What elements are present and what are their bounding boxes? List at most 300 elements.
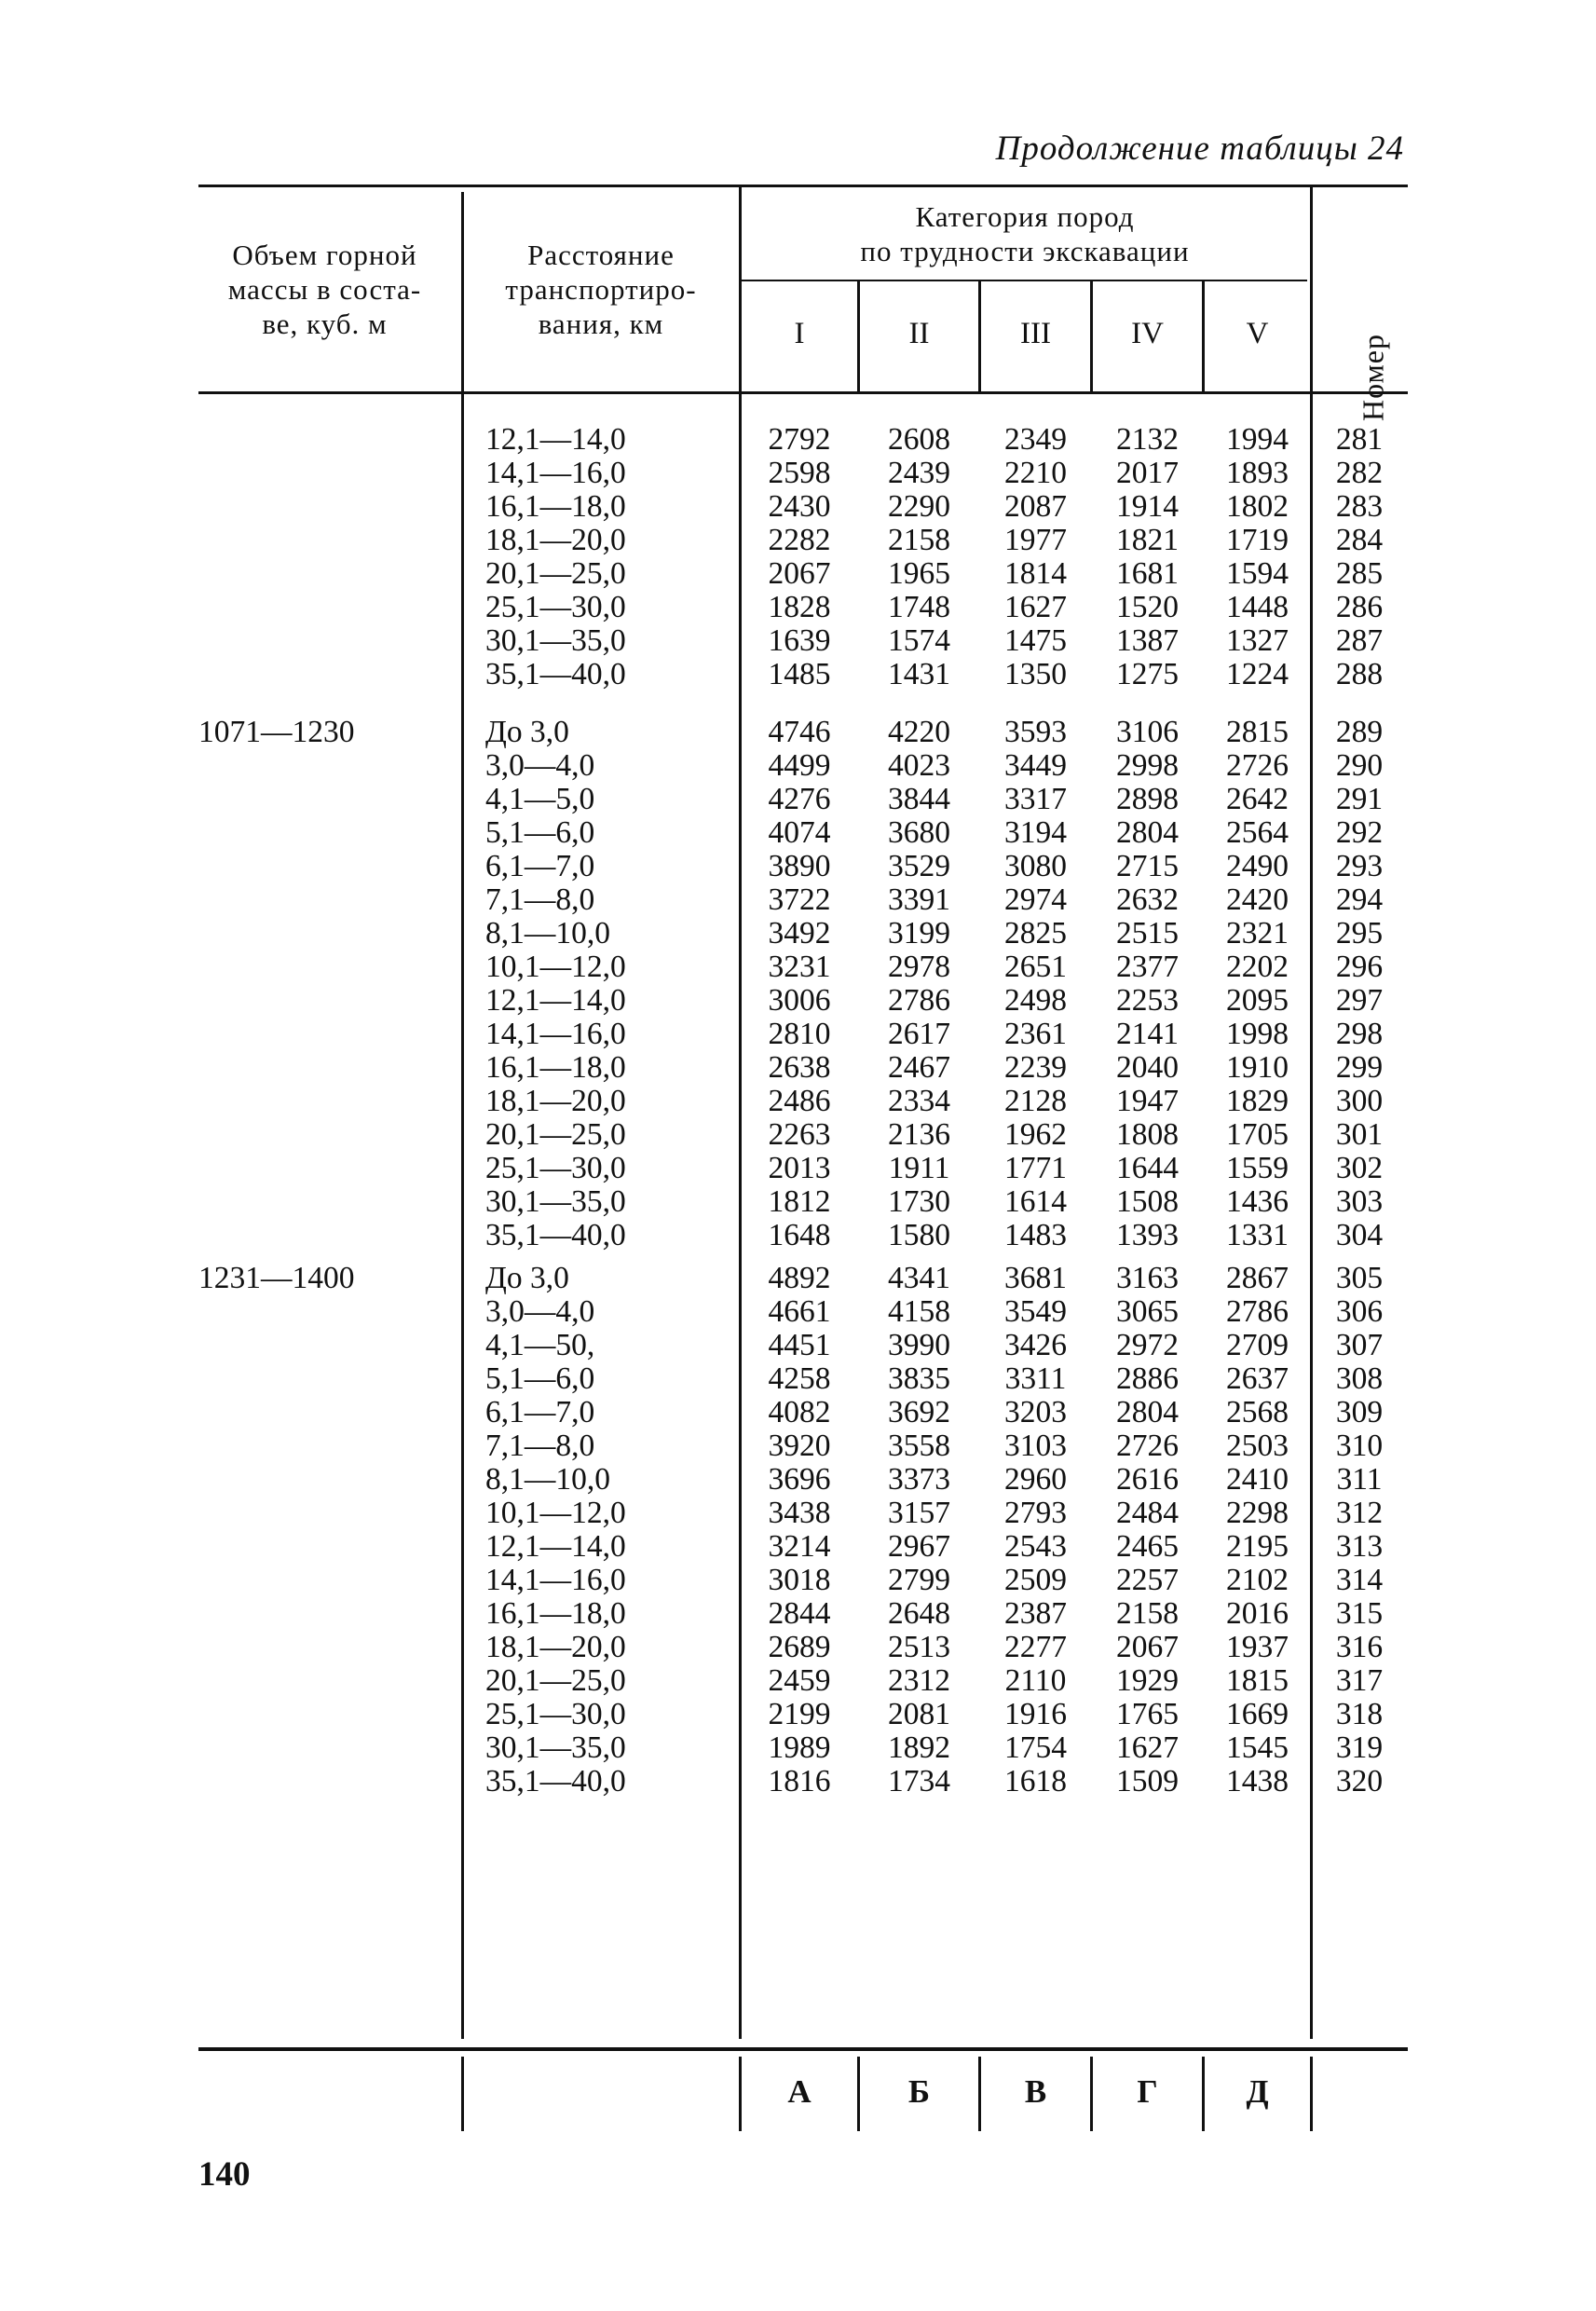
table-top-rule (198, 185, 1408, 187)
distance-cell: 16,1—18,0 (485, 1050, 626, 1085)
value-cell: 3549 (1004, 1294, 1067, 1329)
value-cell: 1669 (1226, 1697, 1289, 1731)
value-cell: 2651 (1004, 950, 1067, 984)
value-cell: 1916 (1004, 1697, 1067, 1731)
value-cell: 2490 (1226, 849, 1289, 883)
distance-cell: 7,1—8,0 (485, 1429, 595, 1463)
page-number: 140 (198, 2155, 251, 2194)
group-2-cat-V (1205, 1262, 1310, 1798)
value-cell: 3065 (1116, 1294, 1179, 1329)
group-2-cat-I (742, 1262, 857, 1798)
row-number: 313 (1335, 1529, 1384, 1564)
value-cell: 1580 (888, 1218, 950, 1252)
value-cell: 3681 (1004, 1261, 1067, 1295)
distance-cell: 35,1—40,0 (485, 1764, 626, 1798)
header-category-line: по трудности экскавации (860, 235, 1190, 267)
value-cell: 2277 (1004, 1630, 1067, 1664)
value-cell: 2410 (1226, 1462, 1289, 1497)
value-cell: 2195 (1226, 1529, 1289, 1564)
value-cell: 1436 (1226, 1184, 1289, 1219)
distance-cell: 3,0—4,0 (485, 748, 595, 783)
value-cell: 2158 (888, 523, 950, 557)
group-2-cat-III (981, 1262, 1090, 1798)
value-cell: 2715 (1116, 849, 1179, 883)
value-cell: 2886 (1116, 1361, 1179, 1396)
row-number: 295 (1335, 916, 1384, 950)
row-number: 318 (1335, 1697, 1384, 1731)
value-cell: 1508 (1116, 1184, 1179, 1219)
value-cell: 2898 (1116, 782, 1179, 816)
value-cell: 2349 (1004, 422, 1067, 457)
value-cell: 2298 (1226, 1496, 1289, 1530)
value-cell: 1893 (1226, 456, 1289, 490)
value-cell: 4892 (768, 1261, 831, 1295)
row-number: 294 (1335, 882, 1384, 917)
row-number: 309 (1335, 1395, 1384, 1429)
group-2-cat-IV (1093, 1262, 1202, 1798)
group-0-cat-I (742, 423, 857, 691)
header-cat-I: I (794, 317, 805, 350)
value-cell: 1748 (888, 590, 950, 624)
value-cell: 1947 (1116, 1084, 1179, 1118)
group-1-cat-V (1205, 716, 1310, 1252)
value-cell: 2509 (1004, 1563, 1067, 1597)
value-cell: 1594 (1226, 556, 1289, 591)
value-cell: 1509 (1116, 1764, 1179, 1798)
value-cell: 2638 (768, 1050, 831, 1085)
value-cell: 3680 (888, 815, 950, 850)
category-header-rule (741, 280, 1307, 281)
value-cell: 1989 (768, 1730, 831, 1765)
value-cell: 3103 (1004, 1429, 1067, 1463)
value-cell: 3890 (768, 849, 831, 883)
value-cell: 1914 (1116, 489, 1179, 524)
value-cell: 2141 (1116, 1017, 1179, 1051)
value-cell: 2793 (1004, 1496, 1067, 1530)
value-cell: 2199 (768, 1697, 831, 1731)
group-1-cat-I (742, 716, 857, 1252)
distance-cell: 10,1—12,0 (485, 950, 626, 984)
value-cell: 2263 (768, 1117, 831, 1152)
value-cell: 2786 (888, 983, 950, 1018)
footer-divider-0 (461, 2057, 464, 2131)
footer-rule (198, 2047, 1408, 2051)
value-cell: 2013 (768, 1151, 831, 1185)
value-cell: 2239 (1004, 1050, 1067, 1085)
row-number: 293 (1335, 849, 1384, 883)
value-cell: 1815 (1226, 1663, 1289, 1698)
distance-cell: 20,1—25,0 (485, 1663, 626, 1698)
value-cell: 1816 (768, 1764, 831, 1798)
value-cell: 3722 (768, 882, 831, 917)
value-cell: 3006 (768, 983, 831, 1018)
value-cell: 1327 (1226, 623, 1289, 658)
group-1-cat-II (860, 716, 978, 1252)
row-number: 289 (1335, 715, 1384, 749)
value-cell: 2467 (888, 1050, 950, 1085)
distance-cell: 20,1—25,0 (485, 556, 626, 591)
footer-letter-V: В (1024, 2073, 1047, 2110)
group-1-cat-III (981, 716, 1090, 1252)
value-cell: 1331 (1226, 1218, 1289, 1252)
value-cell: 1520 (1116, 590, 1179, 624)
group-2-numbers (1313, 1262, 1406, 1798)
distance-cell: 35,1—40,0 (485, 657, 626, 691)
value-cell: 2543 (1004, 1529, 1067, 1564)
value-cell: 1485 (768, 657, 831, 691)
value-cell: 2282 (768, 523, 831, 557)
value-cell: 3593 (1004, 715, 1067, 749)
value-cell: 1892 (888, 1730, 950, 1765)
value-cell: 2867 (1226, 1261, 1289, 1295)
value-cell: 2815 (1226, 715, 1289, 749)
row-number: 300 (1335, 1084, 1384, 1118)
row-number: 281 (1335, 422, 1384, 457)
value-cell: 1438 (1226, 1764, 1289, 1798)
footer-letter-D: Д (1246, 2073, 1269, 2110)
value-cell: 1475 (1004, 623, 1067, 658)
value-cell: 2439 (888, 456, 950, 490)
table-continuation-caption: Продолжение таблицы 24 (995, 130, 1404, 168)
row-number: 308 (1335, 1361, 1384, 1396)
value-cell: 2257 (1116, 1563, 1179, 1597)
value-cell: 1765 (1116, 1697, 1179, 1731)
value-cell: 2972 (1116, 1328, 1179, 1362)
row-number: 312 (1335, 1496, 1384, 1530)
row-number: 301 (1335, 1117, 1384, 1152)
group-1-cat-IV (1093, 716, 1202, 1252)
value-cell: 1929 (1116, 1663, 1179, 1698)
value-cell: 2960 (1004, 1462, 1067, 1497)
row-number: 304 (1335, 1218, 1384, 1252)
value-cell: 3199 (888, 916, 950, 950)
value-cell: 2387 (1004, 1596, 1067, 1631)
value-cell: 1644 (1116, 1151, 1179, 1185)
distance-cell: 8,1—10,0 (485, 1462, 610, 1497)
value-cell: 2158 (1116, 1596, 1179, 1631)
value-cell: 2377 (1116, 950, 1179, 984)
value-cell: 1618 (1004, 1764, 1067, 1798)
distance-cell: 18,1—20,0 (485, 1084, 626, 1118)
distance-cell: 4,1—50, (485, 1328, 595, 1362)
value-cell: 2513 (888, 1630, 950, 1664)
header-cat-IV: IV (1131, 317, 1164, 350)
value-cell: 1821 (1116, 523, 1179, 557)
value-cell: 1705 (1226, 1117, 1289, 1152)
group-2-distances (485, 1262, 626, 1798)
value-cell: 1808 (1116, 1117, 1179, 1152)
group-2-cat-II (860, 1262, 978, 1798)
distance-cell: 14,1—16,0 (485, 1017, 626, 1051)
value-cell: 3018 (768, 1563, 831, 1597)
value-cell: 2726 (1116, 1429, 1179, 1463)
value-cell: 2844 (768, 1596, 831, 1631)
value-cell: 2568 (1226, 1395, 1289, 1429)
value-cell: 1828 (768, 590, 831, 624)
header-cat-V: V (1246, 317, 1269, 350)
group-0-cat-V (1205, 423, 1310, 691)
value-cell: 2810 (768, 1017, 831, 1051)
value-cell: 4341 (888, 1261, 950, 1295)
value-cell: 3157 (888, 1496, 950, 1530)
value-cell: 4746 (768, 715, 831, 749)
value-cell: 4451 (768, 1328, 831, 1362)
distance-cell: 14,1—16,0 (485, 456, 626, 490)
value-cell: 1977 (1004, 523, 1067, 557)
value-cell: 2321 (1226, 916, 1289, 950)
distance-cell: 30,1—35,0 (485, 1730, 626, 1765)
group-0-cat-IV (1093, 423, 1202, 691)
value-cell: 1627 (1004, 590, 1067, 624)
value-cell: 3696 (768, 1462, 831, 1497)
value-cell: 2136 (888, 1117, 950, 1152)
value-cell: 2017 (1116, 456, 1179, 490)
distance-cell: 30,1—35,0 (485, 1184, 626, 1219)
value-cell: 3492 (768, 916, 831, 950)
header-cat-II: II (908, 317, 930, 350)
value-cell: 2132 (1116, 422, 1179, 457)
value-cell: 2361 (1004, 1017, 1067, 1051)
value-cell: 3214 (768, 1529, 831, 1564)
distance-cell: 16,1—18,0 (485, 489, 626, 524)
value-cell: 3391 (888, 882, 950, 917)
value-cell: 2128 (1004, 1084, 1067, 1118)
value-cell: 2210 (1004, 456, 1067, 490)
value-cell: 1483 (1004, 1218, 1067, 1252)
value-cell: 4082 (768, 1395, 831, 1429)
value-cell: 3106 (1116, 715, 1179, 749)
distance-cell: 5,1—6,0 (485, 1361, 595, 1396)
value-cell: 2102 (1226, 1563, 1289, 1597)
value-cell: 3317 (1004, 782, 1067, 816)
value-cell: 1648 (768, 1218, 831, 1252)
value-cell: 3373 (888, 1462, 950, 1497)
value-cell: 1387 (1116, 623, 1179, 658)
value-cell: 2978 (888, 950, 950, 984)
value-cell: 3844 (888, 782, 950, 816)
row-number: 299 (1335, 1050, 1384, 1085)
value-cell: 1802 (1226, 489, 1289, 524)
value-cell: 2598 (768, 456, 831, 490)
row-number: 307 (1335, 1328, 1384, 1362)
value-cell: 2334 (888, 1084, 950, 1118)
value-cell: 2087 (1004, 489, 1067, 524)
value-cell: 2202 (1226, 950, 1289, 984)
row-number: 282 (1335, 456, 1384, 490)
value-cell: 2420 (1226, 882, 1289, 917)
distance-cell: 14,1—16,0 (485, 1563, 626, 1597)
value-cell: 1393 (1116, 1218, 1179, 1252)
header-category-line: Категория пород (915, 200, 1135, 233)
value-cell: 2792 (768, 422, 831, 457)
value-cell: 3558 (888, 1429, 950, 1463)
value-cell: 1965 (888, 556, 950, 591)
value-cell: 1431 (888, 657, 950, 691)
value-cell: 2637 (1226, 1361, 1289, 1396)
row-number: 320 (1335, 1764, 1384, 1798)
value-cell: 1545 (1226, 1730, 1289, 1765)
value-cell: 1734 (888, 1764, 950, 1798)
value-cell: 2095 (1226, 983, 1289, 1018)
distance-cell: До 3,0 (485, 1261, 569, 1295)
value-cell: 1559 (1226, 1151, 1289, 1185)
row-number: 283 (1335, 489, 1384, 524)
distance-cell: 10,1—12,0 (485, 1496, 626, 1530)
group-1-volume: 1071—1230 (198, 715, 355, 749)
value-cell: 3692 (888, 1395, 950, 1429)
row-number: 319 (1335, 1730, 1384, 1765)
distance-cell: 8,1—10,0 (485, 916, 610, 950)
header-volume (192, 238, 457, 341)
distance-cell: 12,1—14,0 (485, 1529, 626, 1564)
row-number: 317 (1335, 1663, 1384, 1698)
value-cell: 4661 (768, 1294, 831, 1329)
value-cell: 1574 (888, 623, 950, 658)
value-cell: 3203 (1004, 1395, 1067, 1429)
value-cell: 2290 (888, 489, 950, 524)
header-cat-III: III (1020, 317, 1051, 350)
value-cell: 3438 (768, 1496, 831, 1530)
value-cell: 3529 (888, 849, 950, 883)
row-number: 286 (1335, 590, 1384, 624)
value-cell: 2081 (888, 1697, 950, 1731)
row-number: 316 (1335, 1630, 1384, 1664)
distance-cell: 6,1—7,0 (485, 1395, 595, 1429)
row-number: 292 (1335, 815, 1384, 850)
value-cell: 3449 (1004, 748, 1067, 783)
distance-cell: 18,1—20,0 (485, 523, 626, 557)
value-cell: 2110 (1004, 1663, 1067, 1698)
value-cell: 2067 (1116, 1630, 1179, 1664)
group-0-cat-II (860, 423, 978, 691)
value-cell: 2067 (768, 556, 831, 591)
value-cell: 4074 (768, 815, 831, 850)
value-cell: 2312 (888, 1663, 950, 1698)
value-cell: 1614 (1004, 1184, 1067, 1219)
value-cell: 1911 (888, 1151, 950, 1185)
value-cell: 2804 (1116, 815, 1179, 850)
value-cell: 1771 (1004, 1151, 1067, 1185)
row-number: 288 (1335, 657, 1384, 691)
value-cell: 3163 (1116, 1261, 1179, 1295)
value-cell: 2484 (1116, 1496, 1179, 1530)
value-cell: 3426 (1004, 1328, 1067, 1362)
value-cell: 1448 (1226, 590, 1289, 624)
value-cell: 1998 (1226, 1017, 1289, 1051)
row-number: 310 (1335, 1429, 1384, 1463)
value-cell: 2016 (1226, 1596, 1289, 1631)
distance-cell: 12,1—14,0 (485, 983, 626, 1018)
value-cell: 1639 (768, 623, 831, 658)
value-cell: 1994 (1226, 422, 1289, 457)
value-cell: 4023 (888, 748, 950, 783)
value-cell: 1350 (1004, 657, 1067, 691)
col-divider-volume-distance (461, 192, 464, 2039)
value-cell: 3311 (1004, 1361, 1067, 1396)
value-cell: 2825 (1004, 916, 1067, 950)
distance-cell: 7,1—8,0 (485, 882, 595, 917)
row-number: 302 (1335, 1151, 1384, 1185)
distance-cell: 25,1—30,0 (485, 1697, 626, 1731)
value-cell: 2486 (768, 1084, 831, 1118)
distance-cell: 5,1—6,0 (485, 815, 595, 850)
value-cell: 1754 (1004, 1730, 1067, 1765)
value-cell: 2642 (1226, 782, 1289, 816)
group-0-distances (485, 423, 626, 691)
value-cell: 2564 (1226, 815, 1289, 850)
value-cell: 1910 (1226, 1050, 1289, 1085)
value-cell: 4220 (888, 715, 950, 749)
row-number: 311 (1336, 1462, 1383, 1497)
footer-letter-B: Б (907, 2073, 931, 2110)
distance-cell: 6,1—7,0 (485, 849, 595, 883)
value-cell: 2503 (1226, 1429, 1289, 1463)
distance-cell: 30,1—35,0 (485, 623, 626, 658)
header-distance-line: транспортиро- (505, 273, 697, 306)
value-cell: 2648 (888, 1596, 950, 1631)
value-cell: 1812 (768, 1184, 831, 1219)
value-cell: 2040 (1116, 1050, 1179, 1085)
value-cell: 2967 (888, 1529, 950, 1564)
row-number: 305 (1335, 1261, 1384, 1295)
header-volume-line: ве, куб. м (262, 308, 388, 340)
value-cell: 1962 (1004, 1117, 1067, 1152)
header-bottom-rule (198, 391, 1408, 394)
value-cell: 2465 (1116, 1529, 1179, 1564)
row-number: 303 (1335, 1184, 1384, 1219)
row-number: 290 (1335, 748, 1384, 783)
value-cell: 1627 (1116, 1730, 1179, 1765)
header-volume-line: массы в соста- (227, 273, 422, 306)
value-cell: 3920 (768, 1429, 831, 1463)
footer-divider-6 (1310, 2057, 1313, 2131)
header-volume-line: Объем горной (232, 239, 417, 271)
value-cell: 2632 (1116, 882, 1179, 917)
value-cell: 2616 (1116, 1462, 1179, 1497)
header-distance (471, 238, 731, 341)
value-cell: 2786 (1226, 1294, 1289, 1329)
distance-cell: 3,0—4,0 (485, 1294, 595, 1329)
value-cell: 3990 (888, 1328, 950, 1362)
group-1-distances (485, 716, 626, 1252)
value-cell: 2253 (1116, 983, 1179, 1018)
value-cell: 2498 (1004, 983, 1067, 1018)
value-cell: 1730 (888, 1184, 950, 1219)
value-cell: 1275 (1116, 657, 1179, 691)
value-cell: 2799 (888, 1563, 950, 1597)
value-cell: 2430 (768, 489, 831, 524)
value-cell: 3231 (768, 950, 831, 984)
row-number: 314 (1335, 1563, 1384, 1597)
value-cell: 2726 (1226, 748, 1289, 783)
value-cell: 4158 (888, 1294, 950, 1329)
row-number: 306 (1335, 1294, 1384, 1329)
header-distance-line: вания, км (538, 308, 664, 340)
header-distance-line: Расстояние (527, 239, 675, 271)
header-category (745, 199, 1304, 268)
value-cell: 2459 (768, 1663, 831, 1698)
group-2-volume: 1231—1400 (198, 1261, 355, 1295)
value-cell: 2689 (768, 1630, 831, 1664)
distance-cell: 20,1—25,0 (485, 1117, 626, 1152)
value-cell: 3835 (888, 1361, 950, 1396)
value-cell: 4258 (768, 1361, 831, 1396)
distance-cell: До 3,0 (485, 715, 569, 749)
value-cell: 2709 (1226, 1328, 1289, 1362)
value-cell: 1829 (1226, 1084, 1289, 1118)
value-cell: 2608 (888, 422, 950, 457)
row-number: 315 (1335, 1596, 1384, 1631)
